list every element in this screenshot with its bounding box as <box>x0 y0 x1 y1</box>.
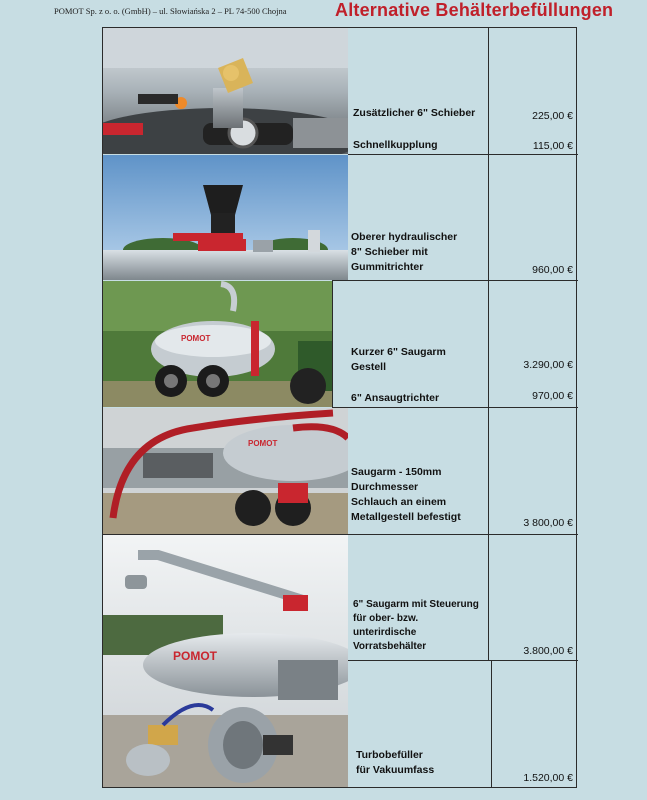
photo-short-suction-arm <box>103 281 332 407</box>
item-price: 3.290,00 € <box>523 359 573 371</box>
item-price: 3.800,00 € <box>523 645 573 657</box>
item-price: 3 800,00 € <box>523 517 573 529</box>
branding-text: POMOT <box>248 439 278 448</box>
price-column-divider <box>488 28 489 660</box>
branding-text: POMOT <box>181 334 211 343</box>
item-label: 6" Ansaugtrichter <box>351 392 440 404</box>
item-label: Saugarm - 150mm Durchmesser Schlauch an einem Metallgestell befestigt <box>351 466 461 523</box>
photo-valve-coupling <box>103 28 348 154</box>
item-label: Kurzer 6" Saugarm Gestell <box>351 346 446 373</box>
row-divider <box>348 154 578 155</box>
branding-text: POMOT <box>173 649 217 663</box>
photo-hose-suction-arm <box>103 408 348 534</box>
price-table <box>102 27 577 788</box>
price-column-divider-lower <box>491 660 492 787</box>
item-price: 225,00 € <box>532 110 573 122</box>
company-address: POMOT Sp. z o. o. (GmbH) – ul. Słowiańska 2 – PL 74-500 Chojna <box>54 6 287 16</box>
photo-top-funnel <box>103 155 348 280</box>
item-price: 1.520,00 € <box>523 772 573 784</box>
item-label: Turbobefüller für Vakuumfass <box>356 749 435 776</box>
item-label: Zusätzlicher 6" Schieber <box>353 107 476 119</box>
row-divider <box>332 407 578 408</box>
row-divider <box>348 660 578 661</box>
item-label: Oberer hydraulischer 8" Schieber mit Gummitrichter <box>351 231 458 273</box>
item-price: 960,00 € <box>532 264 573 276</box>
row-divider <box>332 280 578 281</box>
photo-controlled-suction-arm <box>103 535 348 787</box>
page-title: Alternative Behälterbefüllungen <box>335 0 614 20</box>
item-label: Schnellkupplung <box>353 139 438 151</box>
item-price: 970,00 € <box>532 390 573 402</box>
item-label: 6" Saugarm mit Steuerung für ober- bzw. unterirdische Vorratsbehälter <box>353 599 479 652</box>
photo-divider <box>332 280 333 407</box>
item-price: 115,00 € <box>532 140 573 152</box>
